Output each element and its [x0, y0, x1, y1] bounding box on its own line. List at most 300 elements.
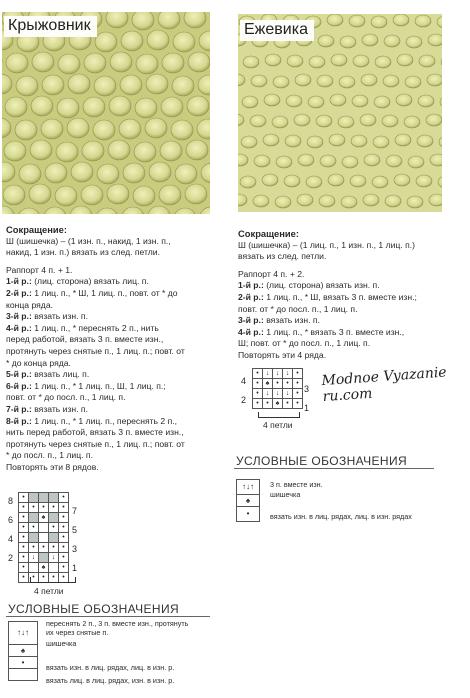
yarn-bobble: [133, 186, 155, 206]
yarn-bobble: [428, 34, 442, 46]
chart-cell: •: [59, 563, 69, 573]
yarn-bobble: [119, 119, 141, 139]
row-text: 1 лиц. п., * вязать 3 п. вместе изн.,: [263, 326, 405, 337]
chart-cell: •: [19, 533, 29, 543]
yarn-bobble: [57, 98, 79, 118]
yarn-bobble: [331, 54, 347, 66]
legend-item: шишечка: [46, 639, 77, 648]
yarn-bobble: [97, 164, 119, 184]
yarn-bobble: [41, 119, 63, 139]
chart-cell: •: [19, 503, 29, 513]
row-label: 1-й р.:: [238, 280, 264, 291]
yarn-bobble: [149, 162, 171, 182]
yarn-bobble: [307, 136, 323, 148]
dot-symbol: •: [9, 657, 37, 669]
gooseberry-photo: [2, 12, 210, 214]
blank-symbol: [9, 669, 37, 680]
chart-row-numbers-left: [8, 492, 13, 568]
yarn-bobble: [83, 97, 105, 117]
row-number: 6: [8, 515, 14, 525]
chart-cell: •: [253, 369, 263, 379]
yarn-bobble: [161, 97, 183, 117]
abbrev-line: вязать из след. петли.: [238, 251, 327, 262]
yarn-bobble: [159, 185, 181, 205]
yarn-bobble: [371, 16, 387, 28]
instruction-row: [238, 327, 448, 339]
chart-cell: [39, 533, 49, 543]
yarn-bobble: [342, 156, 358, 168]
yarn-bobble: [173, 32, 195, 52]
chart-cell: [39, 493, 49, 503]
yarn-bobble: [360, 114, 376, 126]
chart-cell: •: [49, 523, 59, 533]
legend-item: вязать изн. в лиц. рядах, лиц. в изн. рядах: [270, 512, 412, 521]
row-text: 1 лиц. п., * переснять 2 п., нить: [31, 322, 159, 333]
legend-title: УСЛОВНЫЕ ОБОЗНАЧЕНИЯ: [8, 602, 180, 616]
decrease-symbol: ↑↓↑: [237, 480, 259, 495]
chart-cell: [49, 513, 59, 523]
yarn-bobble: [352, 95, 368, 107]
row-label: 3-й р.:: [6, 311, 32, 322]
chart-cell: [49, 563, 59, 573]
yarn-bobble: [29, 184, 51, 204]
chart-cell: •: [19, 493, 29, 503]
abbrev-line: накид, 1 изн. п.) вязать из след. петли.: [6, 247, 160, 258]
chart-cell: •: [49, 543, 59, 553]
yarn-bobble: [32, 52, 54, 72]
yarn-bobble: [351, 135, 367, 147]
row-instructions: [238, 280, 448, 361]
row-text: 1 лиц. п., * Ш, вязать 3 п. вместе изн.;: [263, 291, 417, 302]
yarn-bobble: [120, 75, 142, 95]
yarn-bobble: [175, 164, 197, 184]
instruction-row: [6, 323, 216, 335]
row-text: протянуть через снятые п., 1 лиц. п.; повт. от: [6, 438, 185, 449]
legend-item: 3 п. вместе изн.: [270, 480, 323, 489]
yarn-bobble: [94, 76, 116, 96]
yarn-bobble: [171, 120, 193, 140]
row-text: Повторять эти 4 ряда.: [238, 349, 327, 360]
yarn-bobble: [419, 55, 435, 67]
yarn-bobble: [108, 140, 130, 160]
instruction-row: [238, 304, 448, 316]
yarn-bobble: [349, 15, 365, 27]
yarn-bobble: [67, 118, 89, 138]
row-number: 2: [8, 553, 14, 563]
chart-cell: •: [253, 379, 263, 389]
row-text: вязать лиц. п.: [31, 369, 90, 380]
yarn-bobble: [284, 175, 300, 187]
yarn-bobble: [385, 195, 401, 207]
row-number: 2: [241, 395, 247, 405]
divider: [6, 616, 210, 617]
yarn-bobble: [374, 96, 390, 108]
legend-item: шишечка: [270, 490, 301, 499]
yarn-bobble: [393, 14, 409, 26]
yarn-bobble: [339, 76, 355, 88]
yarn-bobble: [84, 53, 106, 73]
blackberry-instructions: [238, 228, 448, 362]
row-label: 6-й р.:: [6, 380, 32, 391]
instruction-row: [238, 338, 448, 350]
chart-cell: •: [59, 553, 69, 563]
yarn-bobble: [242, 96, 258, 108]
instruction-row: [238, 350, 448, 362]
yarn-bobble: [263, 134, 279, 146]
row-text: * до посл. п., 1 лиц. п.: [6, 450, 93, 461]
yarn-bobble: [394, 174, 410, 186]
dot-symbol: •: [246, 509, 250, 518]
yarn-bobble: [361, 74, 377, 86]
chart-cell: •: [29, 523, 39, 533]
yarn-bobble: [160, 141, 182, 161]
abbrev-heading: Сокращение:: [238, 228, 300, 239]
repeat-brace: [258, 412, 300, 418]
instruction-row: [6, 381, 216, 393]
yarn-bobble: [372, 176, 388, 188]
chart-cell: •: [19, 543, 29, 553]
row-text: * до конца ряда.: [6, 357, 71, 368]
legend-symbols: [236, 479, 260, 522]
chart-cell: [29, 563, 39, 573]
chart-cell: •: [59, 533, 69, 543]
chart-cell: •: [39, 573, 49, 583]
yarn-bobble: [397, 54, 413, 66]
chart-cell: ↓: [263, 389, 273, 399]
yarn-bobble: [294, 114, 310, 126]
chart-cell: ↓: [49, 553, 59, 563]
row-text: перед работой, вязать 3 п. вместе изн.,: [6, 334, 164, 345]
yarn-bobble: [340, 36, 356, 48]
chart-width-label: 4 петли: [34, 586, 64, 596]
chart-cell: ↓: [283, 369, 293, 379]
yarn-bobble: [286, 95, 302, 107]
chart-cell: •: [273, 379, 283, 389]
yarn-bobble: [338, 116, 354, 128]
chart-cell: ♠: [263, 379, 273, 389]
chart-cell: ♠: [39, 513, 49, 523]
chart-cell: [29, 513, 39, 523]
row-text: протянуть через снятые п., 1 лиц. п.; повт. от: [6, 345, 185, 356]
chart-cell: ↓: [273, 389, 283, 399]
legend-symbols: [8, 621, 38, 681]
chart-cell: •: [19, 523, 29, 533]
yarn-bobble: [134, 142, 156, 162]
yarn-bobble: [58, 54, 80, 74]
yarn-bobble: [240, 176, 256, 188]
yarn-bobble: [328, 174, 344, 186]
yarn-bobble: [408, 156, 424, 168]
chart-cell: •: [49, 573, 59, 583]
instruction-row: [6, 369, 216, 381]
chart-cell: •: [293, 399, 303, 409]
chart-cell: [39, 523, 49, 533]
row-number: 3: [304, 384, 310, 394]
yarn-bobble: [276, 156, 292, 168]
yarn-bobble: [329, 134, 345, 146]
yarn-bobble: [93, 120, 115, 140]
chart-width-label: 4 петли: [263, 420, 293, 430]
yarn-bobble: [404, 116, 420, 128]
instruction-row: [6, 334, 216, 346]
yarn-bobble: [95, 32, 117, 52]
chart-cell: •: [59, 543, 69, 553]
row-label: 4-й р.:: [238, 326, 264, 337]
chart-cell: ↓: [29, 553, 39, 563]
photo-title-blackberry: Ежевика: [240, 20, 314, 41]
yarn-bobble: [382, 115, 398, 127]
row-text: (лиц. сторона) вязать изн. п.: [263, 280, 380, 291]
yarn-bobble: [298, 154, 314, 166]
instruction-row: [6, 462, 216, 474]
chart-cell: •: [59, 523, 69, 533]
legend-title: УСЛОВНЫЕ ОБОЗНАЧЕНИЯ: [236, 454, 408, 468]
yarn-bobble: [162, 53, 184, 73]
row-label: 1-й р.:: [6, 276, 32, 287]
yarn-bobble: [427, 74, 442, 86]
instruction-row: [6, 404, 216, 416]
yarn-bobble: [396, 94, 412, 106]
chart-row-numbers-right: [304, 380, 309, 418]
yarn-bobble: [407, 196, 423, 208]
yarn-bobble: [362, 34, 378, 46]
row-text: Повторять эти 8 рядов.: [6, 461, 99, 472]
yarn-bobble: [364, 154, 380, 166]
yarn-bobble: [15, 120, 37, 140]
yarn-bobble: [186, 140, 208, 160]
row-text: вязать изн. п.: [31, 311, 88, 322]
yarn-bobble: [327, 14, 343, 26]
row-label: 4-й р.:: [6, 322, 32, 333]
chart-cell: [49, 533, 59, 543]
decrease-symbol: ↑↓↑: [9, 622, 37, 645]
chart-cell: ↓: [263, 369, 273, 379]
yarn-bobble: [395, 134, 411, 146]
row-number: 5: [72, 525, 78, 535]
chart-cell: •: [49, 503, 59, 513]
chart-cell: •: [293, 379, 303, 389]
row-text: Ш; повт. от * до посл. п., 1 лиц. п.: [238, 338, 371, 349]
gooseberry-chart: [18, 492, 69, 583]
chart-cell: •: [29, 543, 39, 553]
yarn-bobble: [319, 195, 335, 207]
yarn-bobble: [56, 142, 78, 162]
yarn-bobble: [273, 76, 289, 88]
row-label: 7-й р.:: [6, 403, 32, 414]
blackberry-texture-image: [238, 14, 442, 212]
instruction-row: [6, 439, 216, 451]
chart-cell: ↓: [273, 369, 283, 379]
row-instructions: [6, 276, 216, 473]
yarn-bobble: [317, 75, 333, 87]
yarn-bobble: [121, 31, 143, 51]
row-number: 7: [72, 506, 78, 516]
yarn-bobble: [251, 75, 267, 87]
chart-cell: •: [283, 399, 293, 409]
abbrev-line: Ш (шишечка) – (1 изн. п., накид, 1 изн. п.,: [6, 235, 171, 246]
yarn-bobble: [320, 155, 336, 167]
legend-item: вязать лиц. в лиц. рядах, изн. в изн. р.: [46, 676, 175, 685]
instruction-row: [238, 280, 448, 292]
yarn-bobble: [275, 196, 291, 208]
chart-cell: ↓: [283, 389, 293, 399]
row-text: повт. от * до посл. п., 1 лиц. п.: [238, 303, 358, 314]
repeat-brace: [30, 577, 76, 583]
abbrev-heading: Сокращение:: [6, 224, 68, 235]
row-text: 1 лиц. п., * Ш, 1 лиц. п., повт. от * до: [31, 287, 178, 298]
row-text: (лиц. сторона) вязать лиц. п.: [31, 276, 149, 287]
yarn-bobble: [330, 94, 346, 106]
gooseberry-texture-image: [2, 12, 210, 214]
row-label: 2-й р.:: [6, 287, 32, 298]
yarn-bobble: [341, 196, 357, 208]
yarn-bobble: [19, 164, 41, 184]
row-number: 3: [72, 544, 78, 554]
yarn-bobble: [135, 98, 157, 118]
chart-cell: •: [59, 493, 69, 503]
yarn-bobble: [55, 186, 77, 206]
instruction-row: [6, 427, 216, 439]
yarn-bobble: [31, 96, 53, 116]
row-text: нить перед работой, вязать 3 п. вместе изн.,: [6, 427, 184, 438]
yarn-bobble: [5, 97, 27, 117]
chart-cell: •: [59, 573, 69, 583]
yarn-bobble: [185, 184, 207, 204]
yarn-bobble: [188, 52, 210, 72]
rapport: Раппорт 4 п. + 1.: [6, 264, 73, 275]
chart-cell: •: [39, 503, 49, 513]
yarn-bobble: [353, 55, 369, 67]
yarn-bobble: [71, 162, 93, 182]
yarn-bobble: [42, 75, 64, 95]
yarn-bobble: [272, 116, 288, 128]
yarn-bobble: [265, 54, 281, 66]
yarn-bobble: [254, 155, 270, 167]
chart-cell: •: [29, 573, 39, 583]
row-label: 8-й р.:: [6, 415, 32, 426]
yarn-bobble: [405, 76, 421, 88]
row-text: 1 лиц. п., * 1 лиц. п., переснять 2 п.,: [31, 415, 178, 426]
yarn-bobble: [309, 56, 325, 68]
row-number: 4: [241, 376, 247, 386]
chart-cell: •: [293, 389, 303, 399]
yarn-bobble: [45, 163, 67, 183]
yarn-bobble: [147, 30, 169, 50]
legend-item: переснять 2 п., 3 п. вместе изн., протянуть: [46, 619, 189, 628]
row-text: конца ряда.: [6, 299, 53, 310]
yarn-bobble: [316, 115, 332, 127]
chart-row-numbers-left: [241, 372, 246, 410]
instruction-row: [6, 358, 216, 370]
yarn-bobble: [4, 141, 26, 161]
yarn-bobble: [297, 194, 313, 206]
gooseberry-instructions: [6, 224, 216, 473]
yarn-bobble: [416, 175, 432, 187]
row-number: 1: [72, 563, 78, 573]
yarn-bobble: [109, 96, 131, 116]
chart-row-numbers-right: [72, 502, 77, 578]
abbrev-line: Ш (шишечка) – (1 лиц. п., 1 изн. п., 1 лиц. п.): [238, 239, 416, 250]
chart-cell: [49, 493, 59, 503]
blackberry-photo: [238, 14, 442, 212]
chart-cell: ♠: [39, 563, 49, 573]
row-text: вязать изн. п.: [263, 315, 320, 326]
instruction-row: [238, 315, 448, 327]
chart-cell: •: [59, 503, 69, 513]
chart-cell: •: [19, 563, 29, 573]
chart-cell: •: [59, 513, 69, 523]
yarn-bobble: [383, 75, 399, 87]
photo-title-gooseberry: Крыжовник: [4, 16, 97, 37]
chart-cell: [29, 493, 39, 503]
yarn-bobble: [406, 36, 422, 48]
chart-cell: •: [19, 573, 29, 583]
yarn-bobble: [132, 12, 154, 30]
yarn-bobble: [384, 35, 400, 47]
divider: [234, 468, 434, 469]
chart-cell: •: [253, 399, 263, 409]
yarn-bobble: [287, 55, 303, 67]
yarn-bobble: [68, 74, 90, 94]
yarn-bobble: [146, 74, 168, 94]
instruction-row: [6, 392, 216, 404]
yarn-bobble: [373, 136, 389, 148]
row-label: 3-й р.:: [238, 315, 264, 326]
yarn-bobble: [264, 94, 280, 106]
chart-cell: •: [263, 399, 273, 409]
yarn-bobble: [308, 96, 324, 108]
yarn-bobble: [241, 136, 257, 148]
yarn-bobble: [136, 54, 158, 74]
chart-cell: •: [39, 543, 49, 553]
yarn-bobble: [363, 194, 379, 206]
yarn-bobble: [187, 96, 209, 116]
chart-cell: •: [283, 379, 293, 389]
instruction-row: [6, 311, 216, 323]
yarn-bobble: [253, 195, 269, 207]
yarn-bobble: [375, 56, 391, 68]
yarn-bobble: [285, 135, 301, 147]
chart-cell: •: [29, 503, 39, 513]
yarn-bobble: [350, 175, 366, 187]
row-text: повт. от * до посл. п., 1 лиц. п.: [6, 392, 126, 403]
instruction-row: [6, 450, 216, 462]
row-label: 2-й р.:: [238, 291, 264, 302]
row-text: вязать изн. п.: [31, 403, 88, 414]
yarn-bobble: [16, 76, 38, 96]
instruction-row: [6, 300, 216, 312]
chart-cell: •: [19, 513, 29, 523]
instruction-row: [6, 288, 216, 300]
row-number: 8: [8, 496, 14, 506]
yarn-bobble: [386, 155, 402, 167]
yarn-bobble: [429, 194, 442, 206]
instruction-row: [238, 292, 448, 304]
yarn-bobble: [417, 135, 433, 147]
rapport: Раппорт 4 п. + 2.: [238, 268, 305, 279]
yarn-bobble: [158, 12, 180, 29]
yarn-bobble: [426, 114, 442, 126]
yarn-bobble: [172, 76, 194, 96]
yarn-bobble: [295, 74, 311, 86]
chart-cell: •: [19, 553, 29, 563]
blackberry-chart: [252, 368, 303, 409]
bobble-symbol: ♠: [9, 645, 37, 657]
yarn-bobble: [81, 185, 103, 205]
bobble-symbol: ♠: [237, 495, 259, 507]
yarn-bobble: [110, 52, 132, 72]
yarn-bobble: [243, 56, 259, 68]
